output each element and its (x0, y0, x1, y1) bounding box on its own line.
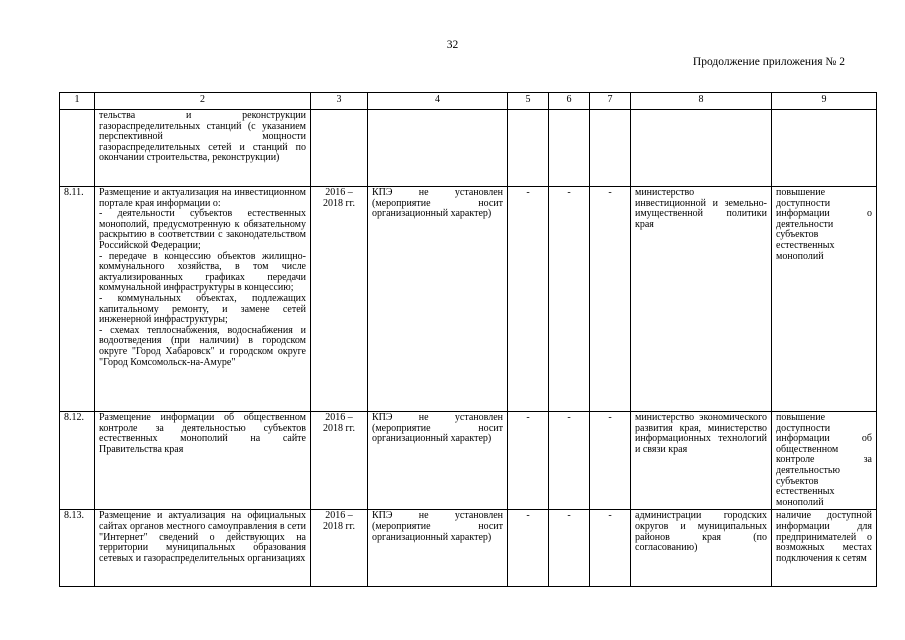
measure-line: - передаче в концессию объектов жилищно-коммунального хозяйства, в том числе актуализированных графиках передачи коммунальной инфраструктуры в концессию; (99, 250, 306, 294)
row-number (60, 110, 95, 187)
value-cell: - (590, 187, 631, 412)
kpi-cell: КПЭ не установлен (мероприятие носит организационный характер) (368, 187, 508, 412)
value-cell: - (590, 412, 631, 510)
value-cell: - (549, 412, 590, 510)
measure-line: - деятельности субъектов естественных монополий, предусмотренную к обязательному раскрытию в соответствии с законодательством Российской Федерации; (99, 208, 306, 251)
responsible-cell: министерство инвестиционной и земельно-имущественной политики края (631, 187, 772, 412)
result-cell (772, 110, 877, 187)
kpi-cell: КПЭ не установлен (мероприятие носит организационный характер) (368, 412, 508, 510)
value-cell (590, 110, 631, 187)
responsible-cell: администрации городских округов и муниципальных районов края (по согласованию) (631, 510, 772, 587)
table-row (60, 510, 877, 587)
row-number: 8.11. (60, 187, 95, 412)
value-cell: - (549, 510, 590, 587)
measure-cell (95, 187, 311, 412)
column-header: 7 (590, 93, 631, 110)
column-header: 2 (95, 93, 311, 110)
value-cell: - (590, 510, 631, 587)
responsible-cell (631, 110, 772, 187)
column-header: 6 (549, 93, 590, 110)
period-cell: 2016 – 2018 гг. (311, 510, 368, 587)
period-cell: 2016 – 2018 гг. (311, 187, 368, 412)
result-cell: повышение доступности информации о деятельности субъектов естественных монополий (772, 187, 877, 412)
page-number: 32 (446, 39, 459, 51)
measure-line: - схемах теплоснабжения, водоснабжения и водоотведения (при наличии) в городском округе "Город Хабаровск" и городском округе "Город Комсомольск-на-Амуре" (99, 324, 306, 368)
column-header: 8 (631, 93, 772, 110)
result-cell: наличие доступной информации для предпринимателей о возможных местах подключения к сетям (772, 510, 877, 587)
measure-cell: тельства и реконструкции газораспределительных станций (с указанием перспективной мощности газораспределительных сетей и станций по окончании строительства, реконструкции) (95, 110, 311, 187)
value-cell: - (549, 187, 590, 412)
value-cell: - (508, 187, 549, 412)
table-row (60, 187, 877, 412)
measure-line: Размещение и актуализация на инвестиционном портале края информации о: (99, 187, 306, 209)
measure-cell: Размещение информации об общественном контроле за деятельностью субъектов естественных монополий на сайте Правительства края (95, 412, 311, 510)
kpi-cell (368, 110, 508, 187)
column-header: 3 (311, 93, 368, 110)
column-header: 4 (368, 93, 508, 110)
measure-line: - коммунальных объектах, подлежащих капитальному ремонту, и замене сетей инженерной инфраструктуры; (99, 292, 306, 326)
result-cell: повышение доступности информации об общественном контроле за деятельностью субъектов естественных монополий (772, 412, 877, 510)
column-header: 9 (772, 93, 877, 110)
header-row (60, 93, 877, 110)
column-header: 1 (60, 93, 95, 110)
continuation-label: Продолжение приложения № 2 (692, 56, 845, 68)
table-row (60, 412, 877, 510)
measure-cell: Размещение и актуализация на официальных сайтах органов местного самоуправления в сети "Интернет" сведений о действующих на территории муниципальных образования сетевых и газораспределительных организациях (95, 510, 311, 587)
row-number: 8.13. (60, 510, 95, 587)
value-cell: - (508, 412, 549, 510)
responsible-cell: министерство экономического развития края, министерство информационных технологий и связи края (631, 412, 772, 510)
kpi-cell: КПЭ не установлен (мероприятие носит организационный характер) (368, 510, 508, 587)
column-header: 5 (508, 93, 549, 110)
row-number: 8.12. (60, 412, 95, 510)
table-row (60, 110, 877, 187)
value-cell: - (508, 510, 549, 587)
period-cell: 2016 – 2018 гг. (311, 412, 368, 510)
appendix-table (59, 92, 877, 587)
value-cell (508, 110, 549, 187)
period-cell (311, 110, 368, 187)
value-cell (549, 110, 590, 187)
